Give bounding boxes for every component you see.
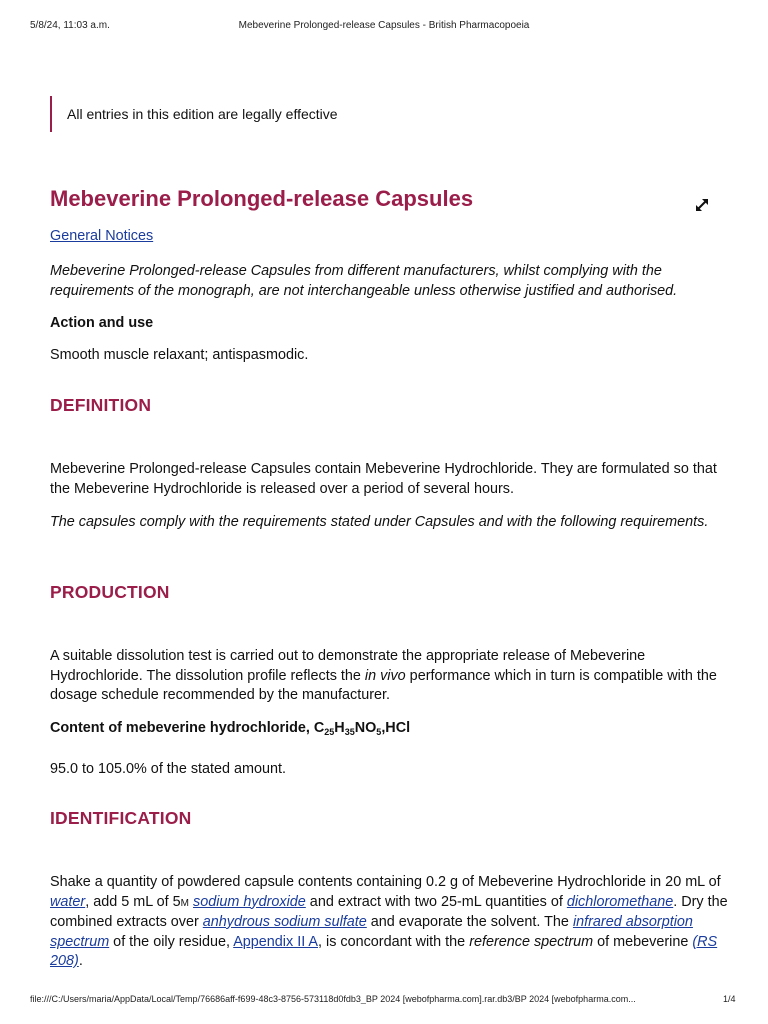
identification-text-part: , add 5 mL of 5 — [85, 893, 181, 910]
sodium-hydroxide-link[interactable]: sodium hydroxide — [193, 893, 306, 910]
infrared-absorption-spectrum-link[interactable]: infrared absorption spectrum — [50, 914, 693, 950]
production-text-part: performance which in turn is compatible with the dosage schedule recommended by the manufacturer. — [50, 667, 717, 703]
rs-208-link[interactable]: (RS 208) — [50, 933, 718, 969]
anhydrous-sodium-sulfate-link[interactable]: anhydrous sodium sulfate — [202, 914, 367, 930]
content-heading-text: Content of mebeverine hydrochloride, C — [50, 720, 325, 736]
appendix-ii-a-link[interactable]: Appendix II A — [233, 933, 318, 950]
formula-part: H — [334, 720, 345, 736]
identification-text — [50, 873, 730, 972]
identification-text-part: . — [78, 953, 83, 969]
formula-part: ,HCl — [381, 720, 411, 736]
definition-heading: DEFINITION — [50, 395, 152, 415]
production-text-part: A suitable dissolution test is carried out to demonstrate the appropriate release of Mebeverine Hydrochloride. The dissolution profile reflects the — [50, 648, 646, 684]
action-and-use-text: Smooth muscle relaxant; antispasmodic. — [50, 347, 309, 363]
content-heading — [50, 719, 730, 739]
general-notices-link[interactable]: General Notices — [50, 228, 154, 244]
formula-subscript: 25 — [324, 727, 335, 737]
print-doc-title: Mebeverine Prolonged-release Capsules - British Pharmacopoeia — [238, 20, 530, 31]
page-number: 1/4 — [723, 994, 736, 1004]
identification-text-part: and extract with two 25-mL quantities of — [305, 893, 567, 910]
identification-text-part: of mebeverine — [593, 933, 693, 950]
definition-italic-text: The capsules comply with the requirements stated under Capsules and with the following requirements. — [50, 514, 709, 530]
molar-symbol: M — [180, 897, 190, 909]
definition-text: Mebeverine Prolonged-release Capsules contain Mebeverine Hydrochloride. They are formulated so that the Mebeverine Hydrochloride is released over a period of several hours. — [50, 461, 717, 497]
identification-text-part: . Dry the combined extracts over — [50, 893, 728, 930]
identification-text-part: Shake a quantity of powdered capsule contents containing 0.2 g of Mebeverine Hydrochloride in 20 mL of — [50, 874, 721, 890]
production-text — [50, 647, 730, 706]
water-link[interactable]: water — [50, 893, 86, 910]
dichloromethane-link[interactable]: dichloromethane — [566, 893, 674, 910]
identification-text-part: and evaporate the solvent. The — [366, 914, 573, 930]
legal-notice: All entries in this edition are legally effective — [50, 96, 338, 132]
production-heading: PRODUCTION — [50, 582, 170, 602]
formula-subscript: 35 — [344, 727, 355, 737]
page-title: Mebeverine Prolonged-release Capsules — [50, 186, 474, 211]
reference-spectrum-text: reference spectrum — [469, 933, 594, 950]
formula-part: NO — [354, 720, 377, 736]
general-notices-paragraph — [50, 227, 730, 247]
identification-text-part: , is concordant with the — [318, 933, 470, 950]
intro-text: Mebeverine Prolonged-release Capsules from different manufacturers, whilst complying with the requirements of the monograph, are not interchangeable unless otherwise justified and authorised. — [50, 263, 678, 299]
identification-text-part: of the oily residue, — [109, 933, 234, 950]
expand-arrows-icon[interactable] — [692, 195, 712, 215]
print-datetime: 5/8/24, 11:03 a.m. — [30, 20, 110, 31]
content-range: 95.0 to 105.0% of the stated amount. — [50, 761, 287, 777]
action-and-use-heading: Action and use — [50, 315, 154, 331]
formula-subscript: 5 — [376, 727, 382, 737]
print-footer-path: file:///C:/Users/maria/AppData/Local/Temp/76686aff-f699-48c3-8756-573118d0fdb3_BP 2024 [webofpharma.com].rar.db3/BP 2024 [webofpharma.com... — [30, 994, 636, 1004]
identification-heading: IDENTIFICATION — [50, 808, 192, 828]
in-vivo-text: in vivo — [364, 667, 406, 684]
